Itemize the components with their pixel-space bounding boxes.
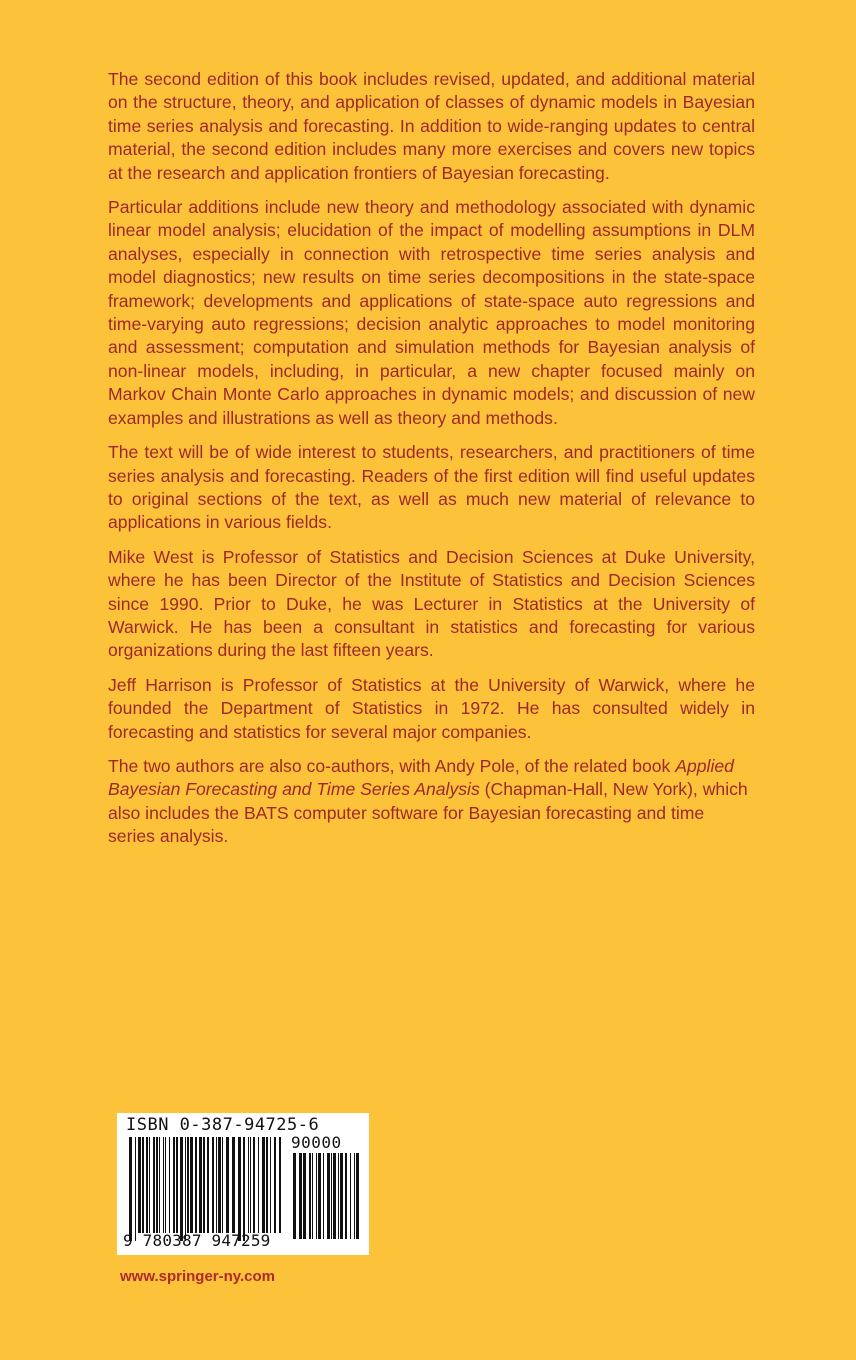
barcode-bar	[180, 1137, 183, 1241]
barcode-bar	[153, 1137, 155, 1233]
back-cover-text	[108, 68, 755, 860]
paragraph-author-harrison: Jeff Harrison is Professor of Statistics at the University of Warwick, where he founded the Department of Statistics in 1972. He has consulted widely in forecasting and statistics for several major companies.	[108, 674, 755, 742]
barcode-bar	[159, 1137, 160, 1233]
barcode-bar	[135, 1137, 136, 1241]
barcode-bar	[327, 1153, 330, 1239]
paragraph-related-book	[108, 755, 755, 849]
barcode-bar	[226, 1137, 229, 1233]
related-book-title: Applied Bayesian Forecasting and Time Series Analysis	[108, 755, 734, 800]
barcode-bar	[232, 1137, 235, 1233]
barcode-bar	[142, 1137, 144, 1233]
paragraph-author-west: Mike West is Professor of Statistics and Decision Sciences at Duke University, where he has been Director of the Institute of Statistics and Decision Sciences since 1990. Prior to Duke, he was Lecturer in Statistics at the University of Warwick. He has been a consultant in statistics and forecasting for various organizations during the last fifteen years.	[108, 546, 755, 661]
barcode-bar	[187, 1137, 189, 1233]
barcode-bar	[345, 1153, 347, 1239]
barcode-bar	[318, 1153, 321, 1239]
barcode-bar	[163, 1137, 164, 1233]
publisher-url: www.springer-ny.com	[120, 1268, 276, 1285]
barcode-bar	[195, 1137, 197, 1233]
barcode-bar	[146, 1137, 148, 1233]
related-book-details: (Chapman-Hall, New York), which also includes the BATS computer software for Bayesian forecasting and time series analysis.	[108, 779, 748, 847]
barcode-bar	[340, 1153, 343, 1239]
barcode-bar	[262, 1137, 265, 1233]
barcode-bar	[270, 1137, 271, 1233]
barcode-bar	[199, 1137, 202, 1233]
related-book-intro: The two authors are also co-authors, with Andy Pole, of the related book	[108, 755, 676, 776]
barcode-bar	[274, 1137, 276, 1233]
barcode-bar	[299, 1153, 302, 1239]
barcode-bar	[176, 1137, 178, 1233]
barcode-bar	[222, 1137, 223, 1233]
barcode-bar	[218, 1137, 221, 1233]
paragraph-audience: The text will be of wide interest to students, researchers, and practitioners of time series analysis and forecasting. Readers of the first edition will find useful updates to original sections of the text, as well as much new material of relevance to applications in various fields.	[108, 442, 755, 533]
barcode-bar	[316, 1153, 317, 1239]
barcode-bar	[309, 1153, 311, 1239]
barcode-bar	[243, 1137, 245, 1241]
barcode-bar	[190, 1137, 193, 1233]
barcode-bar	[354, 1153, 355, 1239]
barcode-bar	[258, 1137, 259, 1233]
barcode-bar	[356, 1153, 359, 1239]
barcode-bar	[248, 1137, 249, 1233]
price-code: 90000	[291, 1133, 342, 1152]
barcode-bar	[149, 1137, 150, 1233]
barcode-bar	[253, 1137, 255, 1233]
barcode-bar	[279, 1137, 281, 1233]
barcode-bar	[156, 1137, 158, 1233]
barcode-bar	[303, 1153, 306, 1239]
paragraph-additions: Particular additions include new theory and methodology associated with dynamic linear model analysis; elucidation of the impact of modelling assumptions in DLM analyses, especially in connection with retrospective time series analysis and model diagnostics; new results on time series decompositions in the state-space framework; developments and applications of state-space auto regressions and time-varying auto regressions; decision analytic approaches to model monitoring and assessment; computation and simulation methods for Bayesian analysis of non-linear models, including, in particular, a new chapter focused mainly on Markov Chain Monte Carlo approaches in dynamic models; and discussion of new examples and illustrations as well as theory and methods.	[108, 197, 755, 428]
barcode-bar	[350, 1153, 351, 1239]
barcode-bar	[312, 1153, 313, 1239]
barcode-bar	[250, 1137, 251, 1233]
barcode-bar	[238, 1137, 241, 1241]
barcode-bar	[212, 1137, 214, 1233]
barcode-bar	[203, 1137, 205, 1233]
barcode-bar	[266, 1137, 268, 1233]
paragraph-description: The second edition of this book includes revised, updated, and additional material on the structure, theory, and application of classes of dynamic models in Bayesian time series analysis and forecasting. In addition to wide-ranging updates to central material, the second edition includes many more exercises and covers new topics at the research and application frontiers of Bayesian forecasting.	[108, 69, 755, 183]
barcode-bar	[165, 1137, 166, 1233]
barcode-bar	[129, 1137, 132, 1241]
barcode-bar	[169, 1137, 170, 1233]
barcode-bar	[293, 1153, 296, 1239]
barcode-bar	[207, 1137, 209, 1233]
ean-digits: 9 780387 947259	[123, 1231, 271, 1250]
barcode-bar	[331, 1153, 332, 1239]
barcode-bar	[338, 1153, 339, 1239]
barcode-bar	[333, 1153, 336, 1239]
isbn-barcode	[117, 1113, 369, 1255]
barcode-bar	[323, 1153, 324, 1239]
barcode-bar	[216, 1137, 217, 1233]
isbn-number: ISBN 0-387-94725-6	[126, 1115, 320, 1135]
barcode-bar	[138, 1137, 141, 1233]
barcode-bar	[185, 1137, 186, 1241]
barcode-bar	[173, 1137, 175, 1233]
